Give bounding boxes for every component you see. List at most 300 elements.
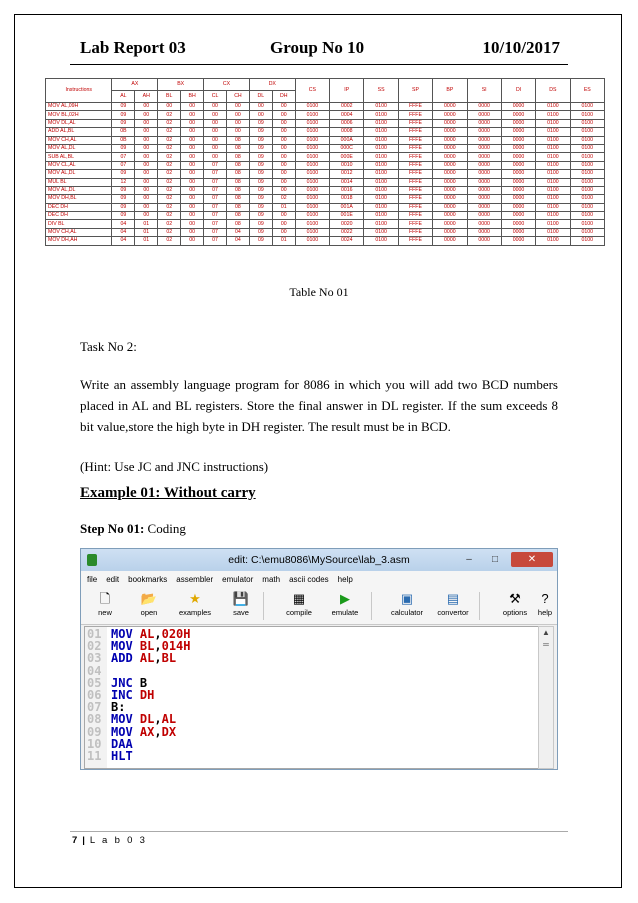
- register-value-cell: 00: [204, 111, 227, 119]
- table-row: [46, 153, 605, 161]
- register-value-cell: 0B: [112, 136, 135, 144]
- register-value-cell: 0100: [295, 220, 329, 228]
- register-value-cell: 0100: [570, 212, 604, 220]
- editor-titlebar: [81, 549, 557, 571]
- register-value-cell: 07: [204, 178, 227, 186]
- menu-item-help[interactable]: help: [337, 575, 353, 584]
- register-value-cell: 00: [204, 136, 227, 144]
- register-value-cell: FFFE: [398, 128, 432, 136]
- code-text: [111, 726, 176, 738]
- register-value-cell: 0000: [433, 103, 467, 111]
- table-header-cell: BX: [158, 79, 204, 91]
- register-value-cell: 02: [158, 128, 181, 136]
- register-value-cell: 07: [204, 237, 227, 245]
- register-value-cell: 0000: [467, 178, 501, 186]
- code-token: AL: [161, 712, 177, 727]
- register-value-cell: 02: [158, 119, 181, 127]
- menu-item-file[interactable]: file: [87, 575, 98, 584]
- register-value-cell: 0012: [330, 170, 364, 178]
- register-value-cell: 00: [181, 144, 204, 152]
- vertical-scrollbar[interactable]: [538, 626, 554, 769]
- register-value-cell: 02: [158, 195, 181, 203]
- instruction-cell: MOV CH,AL: [46, 136, 112, 144]
- code-token: 020H: [161, 627, 191, 641]
- register-value-cell: 0000: [467, 128, 501, 136]
- header-left: Lab Report 03: [80, 38, 186, 57]
- toolbar-button-label: options: [502, 608, 528, 617]
- register-value-cell: 0000: [433, 128, 467, 136]
- code-token: MOV: [111, 627, 140, 641]
- menu-item-assembler[interactable]: assembler: [176, 575, 214, 584]
- register-value-cell: 09: [112, 119, 135, 127]
- register-value-cell: 0000: [467, 228, 501, 236]
- register-value-cell: 00: [181, 220, 204, 228]
- table-row: [46, 228, 605, 236]
- register-value-cell: 00: [135, 203, 158, 211]
- code-token: INC: [111, 688, 140, 702]
- register-value-cell: 00: [204, 153, 227, 161]
- register-value-cell: 09: [249, 220, 272, 228]
- scroll-up-icon[interactable]: ▲: [542, 628, 550, 637]
- register-value-cell: 08: [226, 144, 249, 152]
- table-subheader-cell: BH: [181, 91, 204, 103]
- code-token: HLT: [111, 749, 133, 763]
- register-value-cell: 0100: [364, 203, 398, 211]
- register-value-cell: 00: [181, 228, 204, 236]
- register-value-cell: 0000: [433, 136, 467, 144]
- minimize-button[interactable]: –: [466, 554, 472, 565]
- table-header-cell: CS: [295, 79, 329, 103]
- close-button[interactable]: ✕: [511, 552, 553, 567]
- code-token: MOV: [111, 724, 140, 739]
- register-value-cell: 0100: [364, 178, 398, 186]
- table-header-cell: BP: [433, 79, 467, 103]
- register-value-cell: 02: [158, 237, 181, 245]
- register-value-cell: 0000: [467, 153, 501, 161]
- register-value-cell: 09: [249, 195, 272, 203]
- register-value-cell: 00: [181, 103, 204, 111]
- toolbar-button-open[interactable]: [127, 590, 171, 617]
- register-value-cell: 0000: [501, 228, 535, 236]
- register-value-cell: 0100: [570, 103, 604, 111]
- calculator-icon: ▣: [400, 591, 414, 606]
- register-value-cell: 0008: [330, 128, 364, 136]
- line-number: 04: [87, 663, 102, 678]
- register-value-cell: 0100: [364, 170, 398, 178]
- register-value-cell: 001E: [330, 212, 364, 220]
- register-value-cell: 0100: [295, 237, 329, 245]
- register-value-cell: 0000: [467, 170, 501, 178]
- toolbar-button-label: compile: [286, 608, 312, 617]
- register-value-cell: 0100: [364, 136, 398, 144]
- register-value-cell: 08: [226, 136, 249, 144]
- register-value-cell: 0000: [501, 220, 535, 228]
- code-text: [111, 689, 154, 701]
- step-label-text: Coding: [144, 521, 186, 536]
- line-number: 11: [87, 749, 102, 763]
- register-value-cell: 00: [272, 220, 295, 228]
- menu-item-math[interactable]: math: [262, 575, 281, 584]
- register-value-cell: 02: [158, 203, 181, 211]
- register-value-cell: 0000: [433, 203, 467, 211]
- register-value-cell: 0100: [295, 119, 329, 127]
- register-value-cell: 09: [249, 178, 272, 186]
- code-token: DL: [139, 712, 155, 727]
- toolbar-button-calculator[interactable]: [385, 590, 429, 617]
- code-token: B:: [111, 700, 126, 715]
- register-value-cell: 0100: [364, 195, 398, 203]
- instruction-cell: MOV DH,AH: [46, 237, 112, 245]
- table-row: [46, 195, 605, 203]
- register-value-cell: 02: [158, 178, 181, 186]
- register-value-cell: 02: [158, 170, 181, 178]
- line-number: 09: [87, 724, 102, 739]
- code-token: MOV: [111, 712, 140, 727]
- table-header-cell: DI: [501, 79, 535, 103]
- register-table: [45, 78, 605, 246]
- register-value-cell: 12: [112, 178, 135, 186]
- register-value-cell: 0100: [570, 128, 604, 136]
- page-header: [80, 36, 560, 60]
- register-value-cell: 00: [135, 136, 158, 144]
- register-value-cell: 09: [112, 111, 135, 119]
- register-value-cell: 0100: [295, 136, 329, 144]
- register-value-cell: 00: [135, 186, 158, 194]
- tools-icon: ⚒: [509, 591, 521, 606]
- menu-item-ascii-codes[interactable]: ascii codes: [289, 575, 329, 584]
- register-value-cell: 0020: [330, 220, 364, 228]
- register-value-cell: 0100: [570, 170, 604, 178]
- table-row: [46, 170, 605, 178]
- register-value-cell: 00: [181, 237, 204, 245]
- register-value-cell: 0100: [295, 212, 329, 220]
- register-value-cell: 0100: [295, 186, 329, 194]
- register-value-cell: 00: [272, 144, 295, 152]
- register-value-cell: 02: [158, 144, 181, 152]
- table-row: [46, 161, 605, 169]
- menu-item-bookmarks[interactable]: bookmarks: [128, 575, 168, 584]
- toolbar-button-convertor[interactable]: [431, 590, 475, 617]
- register-value-cell: 00: [135, 161, 158, 169]
- code-token: BL: [161, 651, 177, 666]
- register-value-cell: 0000: [501, 144, 535, 152]
- register-value-cell: 0100: [536, 103, 570, 111]
- star-icon: ★: [189, 591, 201, 606]
- table-row: [46, 220, 605, 228]
- instruction-cell: MOV AL,DL: [46, 186, 112, 194]
- register-value-cell: 00: [135, 195, 158, 203]
- table-row: [46, 178, 605, 186]
- register-value-cell: 07: [204, 203, 227, 211]
- instruction-cell: DIV BL: [46, 220, 112, 228]
- task-heading: Task No 2:: [80, 339, 137, 354]
- register-value-cell: 00: [249, 111, 272, 119]
- register-value-cell: 00: [181, 178, 204, 186]
- maximize-button[interactable]: □: [491, 554, 499, 565]
- register-value-cell: 0000: [467, 186, 501, 194]
- register-value-cell: FFFE: [398, 161, 432, 169]
- toolbar-button-label: save: [233, 608, 249, 617]
- register-value-cell: 0100: [536, 203, 570, 211]
- register-value-cell: 0100: [364, 220, 398, 228]
- editor-title: edit: C:\emu8086\MySource\lab_3.asm: [228, 554, 410, 566]
- register-value-cell: 0000: [433, 220, 467, 228]
- toolbar-separator: [371, 592, 372, 620]
- register-value-cell: 08: [226, 186, 249, 194]
- register-value-cell: 00: [181, 111, 204, 119]
- table-subheader-cell: CL: [204, 91, 227, 103]
- register-value-cell: 01: [135, 228, 158, 236]
- register-value-cell: 0000: [501, 128, 535, 136]
- register-value-cell: 09: [112, 186, 135, 194]
- register-value-cell: 09: [112, 170, 135, 178]
- register-value-cell: 07: [204, 212, 227, 220]
- help-icon: ?: [541, 591, 549, 606]
- instruction-cell: DEC DH: [46, 212, 112, 220]
- register-value-cell: 0100: [364, 228, 398, 236]
- register-value-cell: 000E: [330, 153, 364, 161]
- page-footer: [72, 835, 147, 846]
- register-value-cell: 0022: [330, 228, 364, 236]
- table-header-cell: DX: [249, 79, 295, 91]
- new-file-icon: 🗋: [99, 591, 111, 606]
- register-value-cell: 09: [249, 228, 272, 236]
- register-value-cell: 0000: [433, 144, 467, 152]
- table-header-cell: ES: [570, 79, 604, 103]
- register-value-cell: 0100: [570, 203, 604, 211]
- code-token: DH: [139, 688, 155, 702]
- instruction-cell: DEC DH: [46, 203, 112, 211]
- register-value-cell: 00: [181, 153, 204, 161]
- code-token: ,: [154, 651, 162, 666]
- table-row: [46, 136, 605, 144]
- emu8086-editor-window: [80, 548, 558, 770]
- register-value-cell: 0100: [295, 195, 329, 203]
- register-value-cell: 0006: [330, 119, 364, 127]
- register-value-cell: 0000: [433, 228, 467, 236]
- register-value-cell: 09: [249, 136, 272, 144]
- line-number: 02: [87, 639, 102, 654]
- line-number: 01: [87, 627, 102, 641]
- table-row: [46, 212, 605, 220]
- register-value-cell: 01: [272, 203, 295, 211]
- register-value-cell: 08: [226, 153, 249, 161]
- register-value-cell: 0100: [364, 144, 398, 152]
- register-value-cell: FFFE: [398, 203, 432, 211]
- register-value-cell: 00: [135, 212, 158, 220]
- code-token: ,: [154, 724, 162, 739]
- register-value-cell: 0100: [536, 128, 570, 136]
- register-value-cell: 00: [272, 111, 295, 119]
- register-value-cell: 02: [272, 195, 295, 203]
- code-text: [111, 750, 133, 762]
- register-value-cell: 04: [112, 237, 135, 245]
- register-value-cell: 0000: [467, 103, 501, 111]
- register-value-cell: 0100: [364, 237, 398, 245]
- register-value-cell: 000A: [330, 136, 364, 144]
- register-value-cell: 0000: [433, 237, 467, 245]
- register-value-cell: 00: [272, 161, 295, 169]
- table-caption: Table No 01: [289, 285, 349, 299]
- register-value-cell: 0100: [295, 144, 329, 152]
- register-value-cell: 00: [135, 128, 158, 136]
- register-value-cell: 00: [158, 103, 181, 111]
- register-value-cell: 00: [226, 119, 249, 127]
- table-header-cell: IP: [330, 79, 364, 103]
- instruction-cell: MUL BL: [46, 178, 112, 186]
- code-token: JNC: [111, 675, 140, 690]
- register-value-cell: 0100: [295, 103, 329, 111]
- code-token: AL: [139, 651, 155, 666]
- register-value-cell: 00: [272, 119, 295, 127]
- register-value-cell: 0100: [570, 195, 604, 203]
- instruction-cell: MOV AL,DL: [46, 170, 112, 178]
- register-value-cell: 07: [204, 220, 227, 228]
- code-token: 014H: [161, 639, 191, 654]
- register-value-cell: 07: [204, 161, 227, 169]
- toolbar-button-save[interactable]: [219, 590, 263, 617]
- register-value-cell: 0000: [433, 186, 467, 194]
- register-value-cell: 000C: [330, 144, 364, 152]
- register-value-cell: 0100: [536, 212, 570, 220]
- code-text: [111, 640, 191, 652]
- table-row: [46, 103, 605, 111]
- toolbar-button-new[interactable]: [83, 590, 127, 617]
- register-value-cell: 08: [226, 170, 249, 178]
- register-value-cell: 0100: [570, 237, 604, 245]
- toolbar: [81, 588, 557, 625]
- register-value-cell: 00: [181, 195, 204, 203]
- register-value-cell: FFFE: [398, 136, 432, 144]
- code-text: [111, 713, 176, 725]
- table-row: [46, 237, 605, 245]
- register-value-cell: 00: [181, 128, 204, 136]
- table-subheader-cell: AL: [112, 91, 135, 103]
- register-value-cell: 00: [204, 144, 227, 152]
- register-value-cell: 02: [158, 220, 181, 228]
- scroll-marker-icon: ═: [543, 640, 549, 649]
- register-value-cell: 0100: [536, 170, 570, 178]
- register-value-cell: 0100: [570, 119, 604, 127]
- instruction-cell: MOV AL,09H: [46, 103, 112, 111]
- register-value-cell: 0000: [433, 178, 467, 186]
- toolbar-button-label: open: [140, 608, 158, 617]
- register-value-cell: 0100: [570, 220, 604, 228]
- register-value-cell: 00: [226, 128, 249, 136]
- register-value-cell: 09: [112, 203, 135, 211]
- table-row: [46, 186, 605, 194]
- toolbar-button-emulate[interactable]: [323, 590, 367, 617]
- register-value-cell: 09: [112, 103, 135, 111]
- code-text: [111, 677, 147, 689]
- step-label-bold: Step No 01:: [80, 521, 145, 536]
- register-value-cell: 0100: [536, 237, 570, 245]
- register-value-cell: FFFE: [398, 178, 432, 186]
- line-number: 03: [87, 651, 102, 666]
- register-value-cell: 0000: [501, 237, 535, 245]
- menu-item-emulator[interactable]: emulator: [222, 575, 254, 584]
- register-value-cell: 08: [226, 203, 249, 211]
- register-value-cell: 0000: [467, 237, 501, 245]
- table-header-row: [46, 79, 605, 91]
- code-token: ,: [154, 627, 162, 641]
- register-value-cell: 07: [112, 153, 135, 161]
- register-value-cell: 00: [249, 103, 272, 111]
- register-value-cell: 00: [181, 203, 204, 211]
- step-label: [80, 521, 186, 537]
- example-heading: Example 01: Without carry: [80, 485, 256, 501]
- menu-item-edit[interactable]: edit: [106, 575, 120, 584]
- register-value-cell: 07: [112, 161, 135, 169]
- register-value-cell: 08: [226, 220, 249, 228]
- toolbar-button-compile[interactable]: [277, 590, 321, 617]
- register-value-cell: 0100: [570, 161, 604, 169]
- toolbar-button-label: emulate: [331, 608, 359, 617]
- register-value-cell: 0014: [330, 178, 364, 186]
- register-value-cell: 02: [158, 111, 181, 119]
- table-row: [46, 128, 605, 136]
- code-editor[interactable]: [84, 626, 539, 769]
- toolbar-button-help[interactable]: [533, 590, 557, 617]
- register-value-cell: FFFE: [398, 195, 432, 203]
- register-value-cell: 0000: [501, 186, 535, 194]
- table-subheader-cell: CH: [226, 91, 249, 103]
- register-value-cell: 09: [249, 144, 272, 152]
- register-value-cell: 0100: [536, 195, 570, 203]
- register-value-cell: 0002: [330, 103, 364, 111]
- register-value-cell: 0024: [330, 237, 364, 245]
- table-header-cell: SI: [467, 79, 501, 103]
- register-value-cell: 0100: [536, 119, 570, 127]
- register-value-cell: 07: [204, 195, 227, 203]
- table-header-cell: SP: [398, 79, 432, 103]
- register-value-cell: 0100: [536, 136, 570, 144]
- register-value-cell: 00: [135, 178, 158, 186]
- register-value-cell: 001A: [330, 203, 364, 211]
- register-value-cell: 04: [226, 228, 249, 236]
- register-value-cell: 02: [158, 228, 181, 236]
- convertor-icon: ▤: [446, 591, 460, 606]
- page-number: 7: [72, 835, 78, 846]
- register-value-cell: 00: [135, 153, 158, 161]
- register-value-cell: FFFE: [398, 237, 432, 245]
- register-value-cell: 08: [226, 161, 249, 169]
- register-value-cell: 08: [226, 212, 249, 220]
- register-value-cell: 0100: [295, 228, 329, 236]
- code-text: [111, 701, 125, 713]
- register-value-cell: 00: [204, 128, 227, 136]
- register-value-cell: 0000: [501, 103, 535, 111]
- register-value-cell: 00: [272, 136, 295, 144]
- toolbar-button-label: help: [537, 608, 553, 617]
- register-value-cell: 00: [272, 170, 295, 178]
- table-header-cell: AX: [112, 79, 158, 91]
- code-token: AL: [139, 627, 155, 641]
- footer-separator: |: [82, 835, 85, 846]
- register-value-cell: 0000: [433, 153, 467, 161]
- register-value-cell: 0100: [295, 111, 329, 119]
- instruction-cell: MOV DH,BL: [46, 195, 112, 203]
- register-value-cell: 0100: [570, 186, 604, 194]
- toolbar-button-examples[interactable]: [173, 590, 217, 617]
- register-value-cell: 00: [272, 186, 295, 194]
- register-value-cell: 02: [158, 136, 181, 144]
- toolbar-button-options[interactable]: [493, 590, 537, 617]
- register-value-cell: 0000: [467, 195, 501, 203]
- instruction-cell: MOV BL,02H: [46, 111, 112, 119]
- table-header-cell: DS: [536, 79, 570, 103]
- register-value-cell: 0000: [501, 136, 535, 144]
